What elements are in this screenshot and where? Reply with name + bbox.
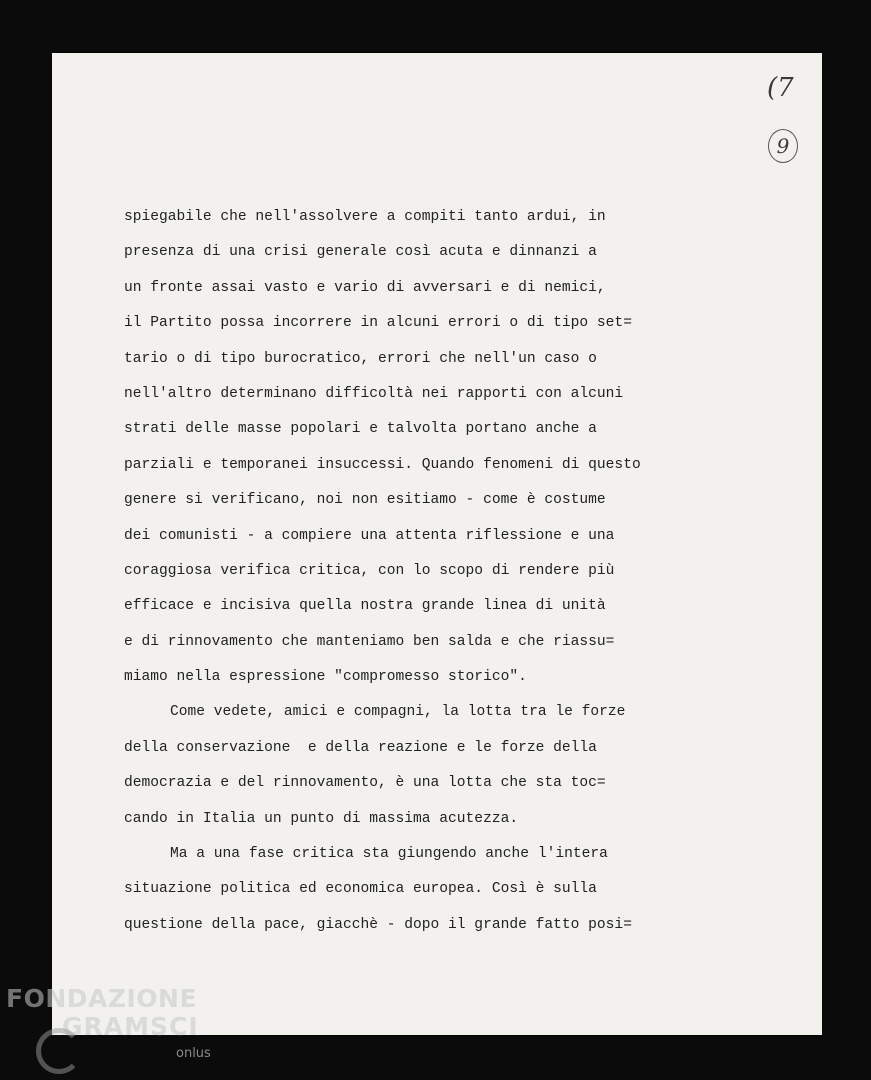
logo-g-emblem-icon <box>36 1028 82 1074</box>
text-line: democrazia e del rinnovamento, è una lotta che sta toc= <box>124 775 606 792</box>
text-line: cando in Italia un punto di massima acutezza. <box>124 810 519 827</box>
text-line: presenza di una crisi generale così acuta e dinnanzi a <box>124 244 597 261</box>
text-line: e di rinnovamento che manteniamo ben salda e che riassu= <box>124 633 615 650</box>
typed-text-body <box>124 203 784 946</box>
text-line: della conservazione e della reazione e le forze della <box>124 739 597 756</box>
paragraph-start-line: Come vedete, amici e compagni, la lotta tra le forze <box>170 704 626 721</box>
typewritten-page <box>52 53 822 1035</box>
paragraph-start-line: Ma a una fase critica sta giungendo anche l'intera <box>170 846 608 863</box>
archive-watermark-logo <box>6 985 199 1041</box>
text-line: miamo nella espressione "compromesso storico". <box>124 669 527 686</box>
text-line: spiegabile che nell'assolvere a compiti tanto ardui, in <box>124 209 606 225</box>
text-line: parziali e temporanei insuccessi. Quando fenomeni di questo <box>124 456 641 473</box>
text-line: dei comunisti - a compiere una attenta riflessione e una <box>124 527 615 544</box>
page-number-annotation: (7 <box>767 73 794 103</box>
circled-page-number: 9 <box>768 129 798 163</box>
text-line: coraggiosa verifica critica, con lo scopo di rendere più <box>124 562 615 579</box>
text-line: genere si verificano, noi non esitiamo - come è costume <box>124 492 606 509</box>
text-line: il Partito possa incorrere in alcuni errori o di tipo set= <box>124 315 632 332</box>
logo-line-2: GRAMSCI <box>62 1012 199 1041</box>
text-line: un fronte assai vasto e vario di avversari e di nemici, <box>124 279 606 296</box>
text-line: situazione politica ed economica europea. Così è sulla <box>124 881 597 898</box>
logo-line-1: FONDAZIONE <box>6 984 198 1013</box>
text-line: nell'altro determinano difficoltà nei rapporti con alcuni <box>124 385 624 402</box>
logo-subtitle: onlus <box>176 1046 211 1061</box>
text-line: questione della pace, giacchè - dopo il grande fatto posi= <box>124 916 632 933</box>
text-line: strati delle masse popolari e talvolta portano anche a <box>124 421 597 438</box>
text-line: tario o di tipo burocratico, errori che nell'un caso o <box>124 350 597 367</box>
text-line: efficace e incisiva quella nostra grande linea di unità <box>124 598 606 615</box>
